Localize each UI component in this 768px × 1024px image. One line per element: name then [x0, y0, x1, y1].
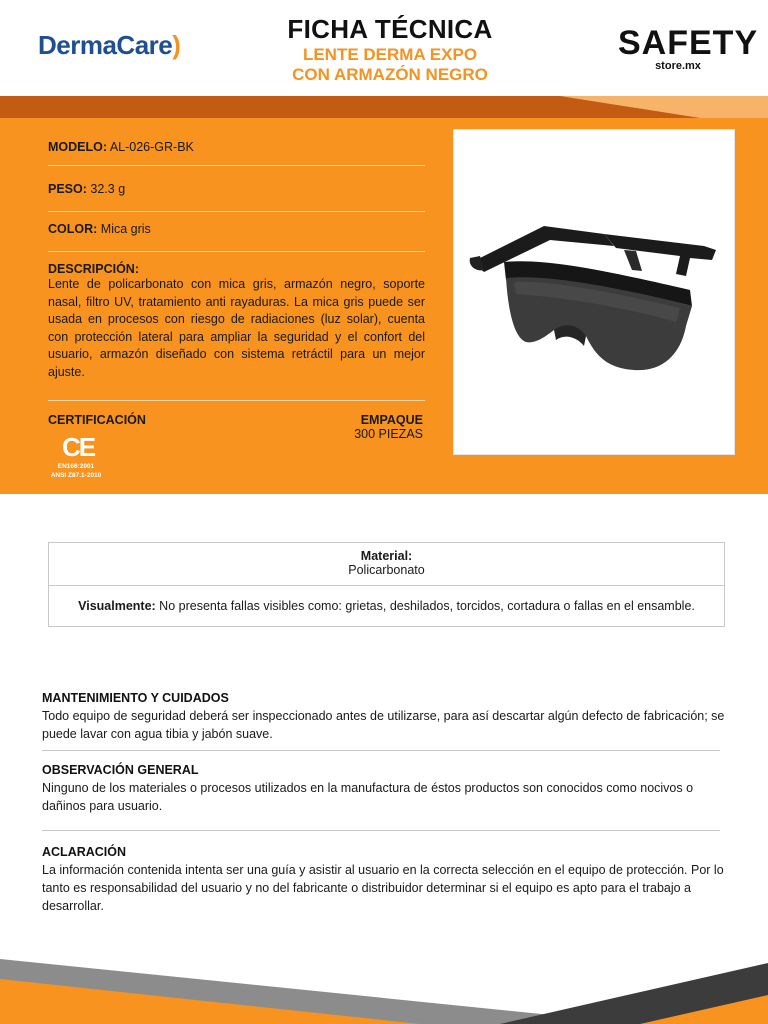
certification-label: CERTIFICACIÓN — [48, 413, 146, 427]
description-block — [48, 262, 425, 381]
standard-en166: EN166:2001 — [57, 463, 95, 470]
maintenance-title: MANTENIMIENTO Y CUIDADOS — [42, 691, 229, 705]
dermacare-logo-mark: ) — [172, 30, 181, 60]
safety-logo-text: SAFETY — [618, 24, 759, 62]
footer-shapes — [0, 955, 768, 1024]
divider — [48, 251, 425, 252]
weight-label: PESO: — [48, 182, 87, 196]
material-label: Material: — [360, 549, 413, 563]
product-image-frame — [453, 129, 735, 455]
material-table — [48, 542, 725, 627]
divider — [42, 750, 720, 751]
weight-value: 32.3 g — [90, 182, 126, 196]
color-value: Mica gris — [100, 222, 151, 236]
material-cell — [49, 543, 724, 586]
observation-section — [42, 763, 726, 815]
dermacare-logo-text: DermaCare — [38, 30, 173, 60]
color-row — [48, 222, 151, 236]
page-title: FICHA TÉCNICA — [287, 14, 493, 44]
observation-text: Ninguno de los materiales o procesos utilizados en la manufactura de éstos productos son conocidos como nocivos o dañinos para usuario. — [42, 781, 694, 813]
visual-label: Visualmente: — [78, 599, 156, 613]
safety-logo-subtext: store.mx — [655, 60, 701, 72]
model-value: AL-026-GR-BK — [109, 140, 194, 154]
color-label: COLOR: — [48, 222, 98, 236]
description-label: DESCRIPCIÓN: — [48, 262, 139, 276]
model-row — [48, 140, 194, 154]
clarification-text: La información contenida intenta ser una guía y asistir al usuario en la correcta selección en el equipo de protección. Por lo tanto es responsabilidad del usuario y no del fabricante o distribuidor determinar si el equipo es apto para el trabajo a desarrollar. — [42, 863, 724, 913]
packaging-value: 300 PIEZAS — [354, 427, 423, 441]
header — [0, 0, 768, 96]
standard-ansi: ANSI Z87.1-2010 — [50, 472, 102, 479]
packaging-label: EMPAQUE — [360, 413, 423, 427]
clarification-section — [42, 845, 726, 915]
divider — [42, 830, 720, 831]
dermacare-logo — [38, 30, 180, 61]
visual-value: No presenta fallas visibles como: grietas, deshilados, torcidos, cortadura o fallas en el ensamble. — [159, 599, 695, 613]
product-name-line-1: LENTE DERMA EXPO — [302, 45, 478, 64]
visual-cell — [49, 586, 724, 613]
divider — [48, 211, 425, 212]
maintenance-text: Todo equipo de seguridad deberá ser inspeccionado antes de utilizarse, para así descartar algún defecto de fabricación; se puede lavar con agua tibia y jabón suave. — [42, 709, 725, 741]
divider — [48, 400, 425, 401]
material-value: Policarbonato — [348, 563, 425, 577]
ce-mark-icon: CE — [62, 432, 95, 462]
clarification-title: ACLARACIÓN — [42, 845, 127, 859]
product-name-line-2: CON ARMAZÓN NEGRO — [292, 65, 488, 84]
weight-row — [48, 182, 125, 196]
footer-decoration — [0, 955, 768, 1024]
packaging-block — [310, 413, 423, 441]
observation-title: OBSERVACIÓN GENERAL — [42, 763, 199, 777]
safety-glasses-image — [454, 130, 736, 456]
certification-standards — [44, 462, 108, 480]
maintenance-section — [42, 691, 726, 743]
title-block — [230, 14, 550, 85]
safety-store-logo — [618, 24, 759, 72]
description-text: Lente de policarbonato con mica gris, armazón negro, soporte nasal, filtro UV, tratamiento anti rayaduras. La mica gris puede ser usada en procesos con riesgo de radiaciones (luz solar), cuenta con protección lateral para ampliar la seguridad y el confort del usuario, armazón diseñado con sistema retráctil para un mejor ajuste. — [48, 277, 425, 379]
model-label: MODELO: — [48, 140, 108, 154]
band-stripe-highlight — [0, 96, 768, 118]
divider — [48, 165, 425, 166]
